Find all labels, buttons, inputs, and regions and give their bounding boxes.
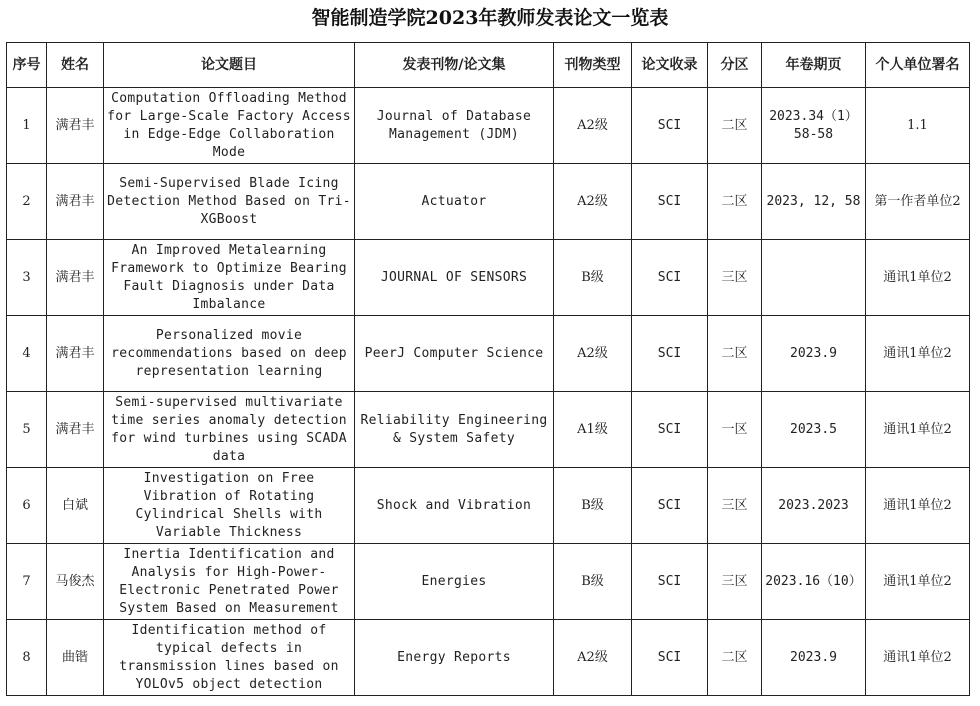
cell-zone[interactable]: 三区 (708, 240, 762, 316)
cell-zone[interactable]: 一区 (708, 392, 762, 468)
cell-journal[interactable]: PeerJ Computer Science (355, 316, 554, 392)
cell-affiliation[interactable]: 通讯1单位2 (866, 620, 970, 696)
header-journal-type[interactable]: 刊物类型 (554, 43, 632, 88)
cell-zone[interactable]: 二区 (708, 88, 762, 164)
cell-journal-type[interactable]: A2级 (554, 164, 632, 240)
table-row (7, 164, 970, 240)
page-title: 智能制造学院2023年教师发表论文一览表 (311, 7, 669, 29)
cell-zone[interactable]: 二区 (708, 316, 762, 392)
cell-affiliation[interactable]: 通讯1单位2 (866, 240, 970, 316)
cell-seq[interactable]: 6 (7, 468, 47, 544)
cell-journal-type[interactable]: A1级 (554, 392, 632, 468)
header-seq[interactable]: 序号 (7, 43, 47, 88)
cell-paper-title[interactable]: Semi-supervised multivariate time series anomaly detection for wind turbines using SCADA data (104, 392, 355, 468)
cell-seq[interactable]: 7 (7, 544, 47, 620)
cell-paper-title[interactable]: Investigation on Free Vibration of Rotating Cylindrical Shells with Variable Thickness (104, 468, 355, 544)
cell-journal-type[interactable]: B级 (554, 240, 632, 316)
cell-journal-type[interactable]: B级 (554, 468, 632, 544)
cell-name[interactable]: 白斌 (47, 468, 104, 544)
header-name[interactable]: 姓名 (47, 43, 104, 88)
cell-affiliation[interactable]: 通讯1单位2 (866, 468, 970, 544)
cell-name[interactable]: 满君丰 (47, 164, 104, 240)
cell-seq[interactable]: 2 (7, 164, 47, 240)
cell-affiliation[interactable]: 第一作者单位2 (866, 164, 970, 240)
cell-paper-title[interactable]: Inertia Identification and Analysis for High-Power-Electronic Penetrated Power System Based on Measurement (104, 544, 355, 620)
cell-volume[interactable]: 2023, 12, 58 (762, 164, 866, 240)
cell-volume[interactable]: 2023.16（10） (762, 544, 866, 620)
cell-name[interactable]: 满君丰 (47, 88, 104, 164)
cell-volume[interactable]: 2023.9 (762, 316, 866, 392)
cell-affiliation[interactable]: 通讯1单位2 (866, 392, 970, 468)
header-volume[interactable]: 年卷期页 (762, 43, 866, 88)
cell-volume[interactable] (762, 240, 866, 316)
cell-journal-type[interactable]: A2级 (554, 316, 632, 392)
cell-indexed[interactable]: SCI (632, 88, 708, 164)
cell-indexed[interactable]: SCI (632, 544, 708, 620)
table-row (7, 620, 970, 696)
cell-affiliation[interactable]: 1.1 (866, 88, 970, 164)
cell-paper-title[interactable]: An Improved Metalearning Framework to Optimize Bearing Fault Diagnosis under Data Imbalance (104, 240, 355, 316)
cell-volume[interactable]: 2023.5 (762, 392, 866, 468)
cell-paper-title[interactable]: Identification method of typical defects in transmission lines based on YOLOv5 object detection (104, 620, 355, 696)
table-row (7, 316, 970, 392)
table-row (7, 392, 970, 468)
header-indexed[interactable]: 论文收录 (632, 43, 708, 88)
header-paper-title[interactable]: 论文题目 (104, 43, 355, 88)
cell-affiliation[interactable]: 通讯1单位2 (866, 316, 970, 392)
cell-zone[interactable]: 三区 (708, 468, 762, 544)
cell-indexed[interactable]: SCI (632, 240, 708, 316)
header-journal[interactable]: 发表刊物/论文集 (355, 43, 554, 88)
cell-journal[interactable]: JOURNAL OF SENSORS (355, 240, 554, 316)
cell-journal-type[interactable]: B级 (554, 544, 632, 620)
cell-volume[interactable]: 2023.2023 (762, 468, 866, 544)
table-row (7, 240, 970, 316)
cell-paper-title[interactable]: Personalized movie recommendations based on deep representation learning (104, 316, 355, 392)
cell-zone[interactable]: 二区 (708, 620, 762, 696)
cell-journal[interactable]: Shock and Vibration (355, 468, 554, 544)
table-row (7, 544, 970, 620)
cell-name[interactable]: 马俊杰 (47, 544, 104, 620)
cell-indexed[interactable]: SCI (632, 392, 708, 468)
cell-journal-type[interactable]: A2级 (554, 88, 632, 164)
cell-zone[interactable]: 三区 (708, 544, 762, 620)
cell-indexed[interactable]: SCI (632, 164, 708, 240)
cell-journal[interactable]: Actuator (355, 164, 554, 240)
cell-volume[interactable]: 2023.9 (762, 620, 866, 696)
header-affiliation[interactable]: 个人单位署名 (866, 43, 970, 88)
cell-name[interactable]: 曲锴 (47, 620, 104, 696)
cell-seq[interactable]: 5 (7, 392, 47, 468)
table-row (7, 468, 970, 544)
cell-seq[interactable]: 4 (7, 316, 47, 392)
cell-journal-type[interactable]: A2级 (554, 620, 632, 696)
cell-indexed[interactable]: SCI (632, 468, 708, 544)
cell-indexed[interactable]: SCI (632, 316, 708, 392)
cell-journal[interactable]: Energies (355, 544, 554, 620)
cell-paper-title[interactable]: Computation Offloading Method for Large-Scale Factory Access in Edge-Edge Collaboration Mode (104, 88, 355, 164)
cell-seq[interactable]: 1 (7, 88, 47, 164)
cell-affiliation[interactable]: 通讯1单位2 (866, 544, 970, 620)
cell-volume[interactable]: 2023.34（1）58-58 (762, 88, 866, 164)
cell-name[interactable]: 满君丰 (47, 240, 104, 316)
cell-journal[interactable]: Journal of Database Management (JDM) (355, 88, 554, 164)
cell-name[interactable]: 满君丰 (47, 392, 104, 468)
papers-table (6, 42, 970, 696)
cell-journal[interactable]: Energy Reports (355, 620, 554, 696)
cell-name[interactable]: 满君丰 (47, 316, 104, 392)
table-row (7, 88, 970, 164)
header-zone[interactable]: 分区 (708, 43, 762, 88)
cell-zone[interactable]: 二区 (708, 164, 762, 240)
cell-journal[interactable]: Reliability Engineering & System Safety (355, 392, 554, 468)
cell-indexed[interactable]: SCI (632, 620, 708, 696)
header-row (7, 43, 970, 88)
cell-seq[interactable]: 3 (7, 240, 47, 316)
cell-seq[interactable]: 8 (7, 620, 47, 696)
cell-paper-title[interactable]: Semi-Supervised Blade Icing Detection Method Based on Tri-XGBoost (104, 164, 355, 240)
